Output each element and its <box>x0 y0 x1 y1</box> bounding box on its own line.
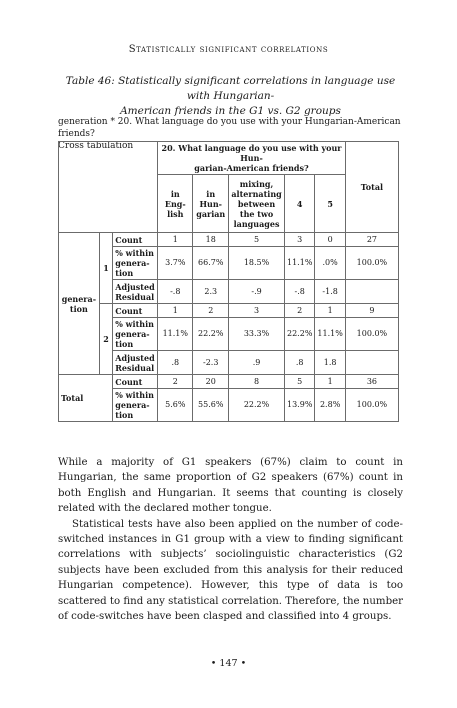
table-row <box>59 375 399 389</box>
cell: .8 <box>158 351 193 375</box>
body-text <box>58 455 403 624</box>
column-header: mixing, alternating between the two languages <box>229 175 285 233</box>
cell: 27 <box>345 233 398 247</box>
cell: 2.3 <box>193 280 229 304</box>
cell: -.8 <box>285 280 315 304</box>
caption-line: Table 46: Statistically significant correlations in language use with Hungarian- <box>65 75 396 102</box>
cell: .8 <box>285 351 315 375</box>
cell: 5 <box>229 233 285 247</box>
cell: 18 <box>193 233 229 247</box>
crosstab-title-line: generation * 20. What language do you use with your Hungarian-American friends? <box>58 117 401 139</box>
question-header: 20. What language do you use with your Hun- garian-American friends? <box>158 142 346 175</box>
cell: 2.8% <box>315 389 345 422</box>
row-label: Adjusted Residual <box>113 351 158 375</box>
cell: 100.0% <box>345 389 398 422</box>
row-label: Count <box>113 304 158 318</box>
cell: -2.3 <box>193 351 229 375</box>
column-header: 4 <box>285 175 315 233</box>
cell: 0 <box>315 233 345 247</box>
cell <box>345 280 398 304</box>
cell: 5 <box>285 375 315 389</box>
cell: 1.8 <box>315 351 345 375</box>
cell: 11.1% <box>285 247 315 280</box>
page-number: • 147 • <box>210 658 247 669</box>
row-label: % within genera- tion <box>113 318 158 351</box>
cell: 3 <box>285 233 315 247</box>
table-row <box>59 233 399 247</box>
row-label: Count <box>113 233 158 247</box>
crosstab-table <box>58 141 399 422</box>
cell: 20 <box>193 375 229 389</box>
cell: 18.5% <box>229 247 285 280</box>
cell: 1 <box>315 375 345 389</box>
cell: 1 <box>158 233 193 247</box>
cell: 2 <box>158 375 193 389</box>
generation-label: 2 <box>99 304 113 375</box>
cell: 11.1% <box>158 318 193 351</box>
cell: 1 <box>315 304 345 318</box>
paragraph: While a majority of G1 speakers (67%) claim to count in Hungarian, the same proportion of G2 speakers (67%) count in both English and Hungarian. It seems that counting is closely related with the declared mother tongue. <box>58 457 403 515</box>
cell: 36 <box>345 375 398 389</box>
total-row-label: Total <box>59 375 113 422</box>
caption-line: American friends in the G1 vs. G2 groups <box>120 105 341 117</box>
crosstab-title-line: Cross tabulation <box>58 141 134 151</box>
total-column-header: Total <box>345 142 398 233</box>
cell: -.8 <box>158 280 193 304</box>
row-group-label: genera- tion <box>59 233 100 375</box>
cell: .0% <box>315 247 345 280</box>
cell: 3 <box>229 304 285 318</box>
row-label: Adjusted Residual <box>113 280 158 304</box>
cell: 100.0% <box>345 318 398 351</box>
cell: .9 <box>229 351 285 375</box>
column-header: in Hun- garian <box>193 175 229 233</box>
cell: 22.2% <box>193 318 229 351</box>
column-header: 5 <box>315 175 345 233</box>
column-header: in Eng- lish <box>158 175 193 233</box>
paragraph: Statistical tests have also been applied on the number of code-switched instances in G1 group with a view to finding significant correlations with subjects’ sociolinguistic characteristics (G2 subjects have been excluded from this analysis for their reduced Hungarian competence). However, this type of data is too scattered to find any statistical correlation. Therefore, the number of code-switches have been clasped and classified into 4 groups. <box>58 518 403 623</box>
cell: 8 <box>229 375 285 389</box>
cell: 5.6% <box>158 389 193 422</box>
cell: 22.2% <box>229 389 285 422</box>
row-label: Count <box>113 375 158 389</box>
table-corner <box>59 142 158 233</box>
cell: -.9 <box>229 280 285 304</box>
cell: 100.0% <box>345 247 398 280</box>
row-label: % within genera- tion <box>113 247 158 280</box>
table-row <box>59 304 399 318</box>
cell: 11.1% <box>315 318 345 351</box>
cell: 2 <box>193 304 229 318</box>
table-caption <box>58 74 403 119</box>
cell: -1.8 <box>315 280 345 304</box>
cell: 33.3% <box>229 318 285 351</box>
cell: 13.9% <box>285 389 315 422</box>
cell <box>345 351 398 375</box>
cell: 1 <box>158 304 193 318</box>
row-label: % within genera- tion <box>113 389 158 422</box>
running-head: Statistically significant correlations <box>128 44 329 55</box>
cell: 9 <box>345 304 398 318</box>
cell: 22.2% <box>285 318 315 351</box>
cell: 55.6% <box>193 389 229 422</box>
cell: 66.7% <box>193 247 229 280</box>
cell: 3.7% <box>158 247 193 280</box>
generation-label: 1 <box>99 233 113 304</box>
cell: 2 <box>285 304 315 318</box>
